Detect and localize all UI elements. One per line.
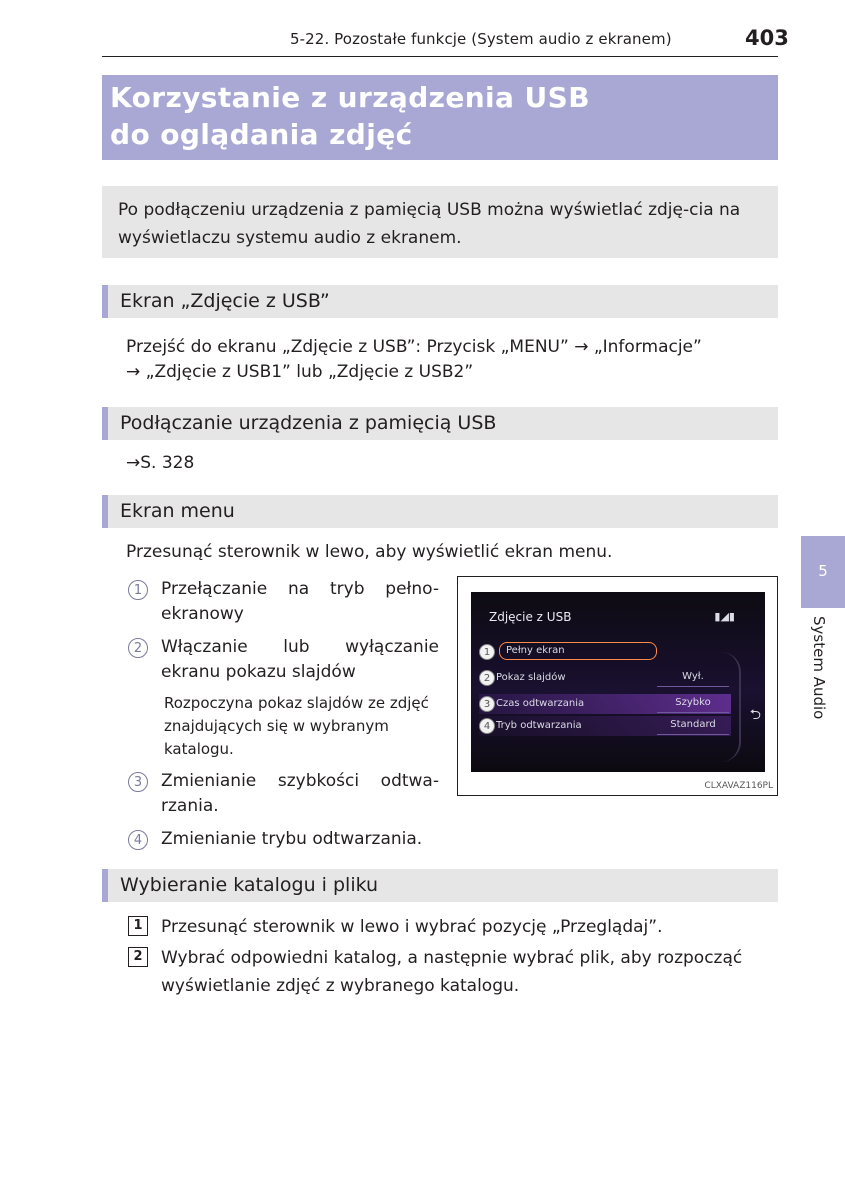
- page-number: 403: [745, 26, 789, 50]
- menu-row-playback-mode: [479, 716, 731, 736]
- chapter-side-label: [800, 616, 844, 736]
- section-heading: Wybieranie katalogu i pliku: [120, 874, 379, 896]
- step-text: Wybrać odpowiedni katalog, a następnie wybrać plik, aby rozpocząć wyświetlanie zdjęć z wybranego katalogu.: [161, 948, 743, 996]
- circled-number: 1: [128, 580, 148, 600]
- list-item-text: Zmienianie szybkości odtwa-rzania.: [161, 771, 439, 816]
- section-header-ekran-menu: [102, 495, 778, 528]
- chapter-tab: [801, 536, 845, 608]
- screen-decor-curve: [721, 652, 741, 762]
- menu-row-fullscreen: [479, 642, 731, 662]
- menu-row-playback-speed: [479, 694, 731, 714]
- menu-row-label: Tryb odtwarzania: [496, 720, 582, 731]
- section-1-line-1: Przejść do ekranu „Zdjęcie z USB”: Przycisk „MENU” → „Informacje”: [126, 337, 702, 357]
- signal-status-icon: ▮◢▮: [714, 610, 735, 623]
- menu-row-slideshow: [479, 668, 731, 688]
- screen-callout-number: 3: [479, 696, 495, 712]
- menu-row-label: Czas odtwarzania: [496, 698, 585, 709]
- step-number: 2: [128, 947, 148, 967]
- screen-callout-number: 2: [479, 670, 495, 686]
- menu-row-value: Szybko: [657, 694, 729, 713]
- display-screen: [471, 592, 765, 772]
- page-title-line-2: do oglądania zdjęć: [110, 118, 413, 151]
- screen-callout-number: 4: [479, 718, 495, 734]
- header-rule: [102, 56, 778, 57]
- section-header-podlaczanie: [102, 407, 778, 440]
- section-header-wybieranie: [102, 869, 778, 902]
- item-note: Rozpoczyna pokaz slajdów ze zdjęć znajdujących się w wybranym katalogu.: [164, 694, 429, 758]
- section-heading: Ekran „Zdjęcie z USB”: [120, 290, 330, 312]
- illustration-code: CLXAVAZ116PL: [704, 781, 773, 791]
- screen-callout-number: 1: [479, 644, 495, 660]
- screen-title: Zdjęcie z USB: [489, 610, 572, 624]
- back-arrow-icon: ⮌: [749, 707, 761, 723]
- page-title-block: [102, 75, 778, 160]
- page-title-line-1: Korzystanie z urządzenia USB: [110, 81, 590, 114]
- section-1-line-2: → „Zdjęcie z USB1” lub „Zdjęcie z USB2”: [126, 362, 474, 382]
- menu-row-value: Standard: [657, 716, 729, 735]
- list-item-text: Zmienianie trybu odtwarzania.: [161, 829, 423, 849]
- chapter-tab-number: 5: [818, 562, 828, 580]
- intro-text: Po podłączeniu urządzenia z pamięcią USB można wyświetlać zdję-cia na wyświetlaczu systemu audio z ekranem.: [118, 200, 741, 248]
- chapter-label-text: System Audio: [810, 616, 828, 720]
- list-item-text: Włączanie lub wyłączanie ekranu pokazu slajdów: [161, 637, 439, 682]
- circled-number: 4: [128, 830, 148, 850]
- step-number: 1: [128, 916, 148, 936]
- intro-box: [102, 186, 778, 258]
- step-text: Przesunąć sterownik w lewo i wybrać pozycję „Przeglądaj”.: [161, 917, 663, 937]
- page-reference: →S. 328: [126, 453, 195, 473]
- menu-row-label: Pełny ekran: [499, 642, 657, 660]
- menu-screen-illustration: [457, 576, 778, 796]
- list-item-text: Przełączanie na tryb pełno-ekranowy: [161, 579, 439, 624]
- circled-number: 3: [128, 772, 148, 792]
- section-heading: Podłączanie urządzenia z pamięcią USB: [120, 412, 497, 434]
- running-head: 5-22. Pozostałe funkcje (System audio z ekranem): [290, 30, 672, 48]
- section-header-zdjecie-usb: [102, 285, 778, 318]
- section-3-intro: Przesunąć sterownik w lewo, aby wyświetlić ekran menu.: [126, 542, 613, 562]
- section-heading: Ekran menu: [120, 500, 235, 522]
- circled-number: 2: [128, 638, 148, 658]
- menu-row-value: Wył.: [657, 668, 729, 687]
- menu-row-label: Pokaz slajdów: [496, 672, 566, 683]
